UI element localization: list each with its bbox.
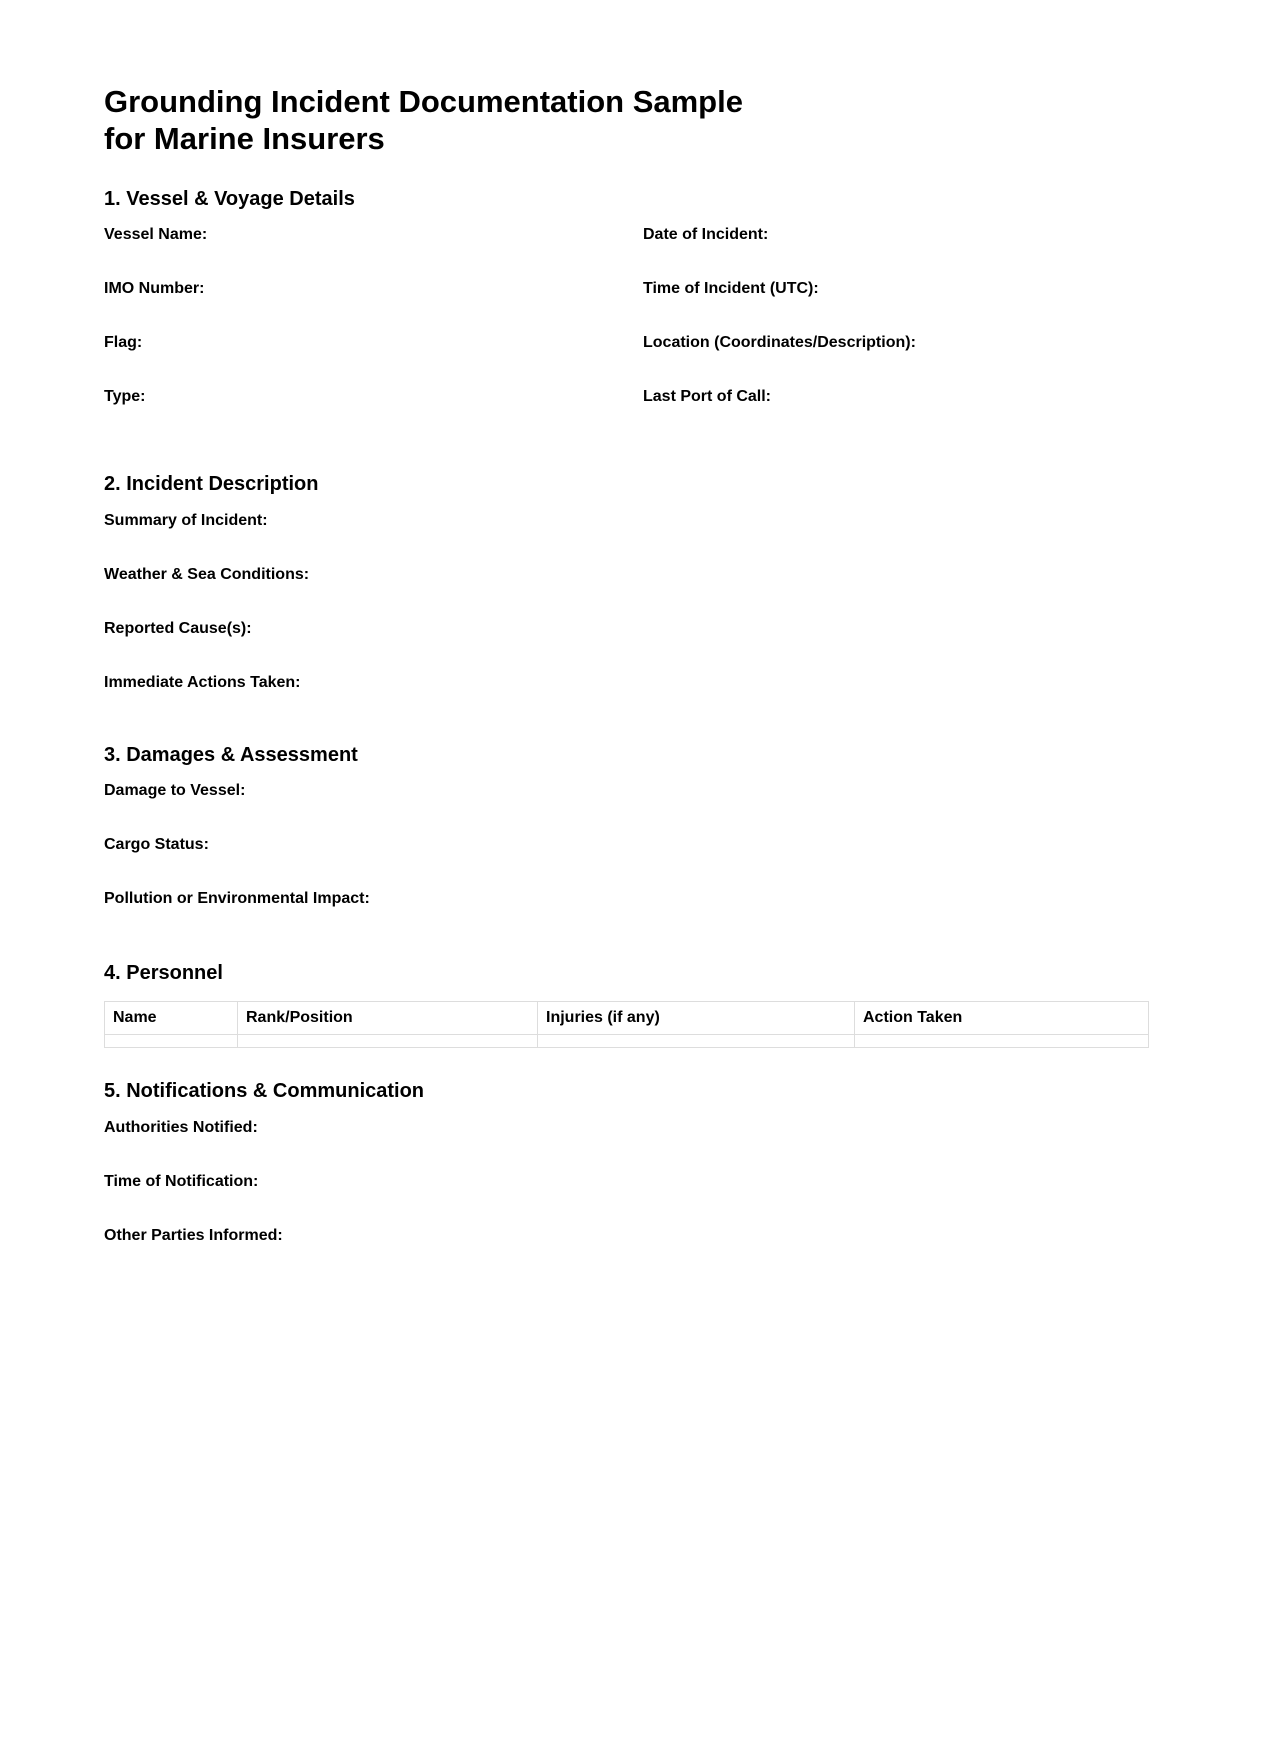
section-heading: 4. Personnel — [104, 962, 223, 984]
right-column — [643, 225, 1149, 441]
field-time-of-notification: Time of Notification: — [104, 1173, 259, 1190]
field-summary: Summary of Incident: — [104, 512, 268, 529]
field-pollution: Pollution or Environmental Impact: — [104, 890, 370, 907]
column-header-rank: Rank/Position — [238, 1002, 538, 1035]
personnel-table — [104, 1001, 1149, 1048]
field-immediate-actions: Immediate Actions Taken: — [104, 674, 301, 691]
section-heading: 2. Incident Description — [104, 473, 319, 495]
field-imo-number: IMO Number: — [104, 280, 205, 297]
field-type: Type: — [104, 388, 146, 405]
section-heading: 3. Damages & Assessment — [104, 744, 358, 766]
title-line-2: for Marine Insurers — [104, 121, 385, 156]
section-heading: 5. Notifications & Communication — [104, 1080, 425, 1102]
field-other-parties: Other Parties Informed: — [104, 1227, 283, 1244]
section-heading: 1. Vessel & Voyage Details — [104, 188, 355, 210]
section-personnel — [104, 961, 1149, 1048]
section-incident-description — [104, 472, 1149, 727]
field-authorities-notified: Authorities Notified: — [104, 1119, 258, 1136]
section-damages — [104, 743, 1149, 943]
field-causes: Reported Cause(s): — [104, 620, 252, 637]
table-row — [105, 1035, 1149, 1048]
left-column — [104, 225, 643, 441]
field-last-port: Last Port of Call: — [643, 388, 772, 405]
column-header-action: Action Taken — [855, 1002, 1149, 1035]
document — [104, 83, 1149, 1280]
field-location: Location (Coordinates/Description): — [643, 334, 916, 351]
table-cell[interactable] — [538, 1035, 855, 1048]
field-date-of-incident: Date of Incident: — [643, 226, 769, 243]
column-header-name: Name — [105, 1002, 238, 1035]
section-notifications — [104, 1079, 1149, 1280]
field-weather: Weather & Sea Conditions: — [104, 566, 310, 583]
table-cell[interactable] — [105, 1035, 238, 1048]
field-time-of-incident: Time of Incident (UTC): — [643, 280, 819, 297]
field-flag: Flag: — [104, 334, 143, 351]
page-title — [104, 83, 804, 157]
column-header-injuries: Injuries (if any) — [538, 1002, 855, 1035]
field-cargo-status: Cargo Status: — [104, 836, 209, 853]
table-cell[interactable] — [855, 1035, 1149, 1048]
section-vessel-voyage — [104, 187, 1149, 441]
field-damage-to-vessel: Damage to Vessel: — [104, 782, 246, 799]
table-cell[interactable] — [238, 1035, 538, 1048]
table-header-row — [105, 1002, 1149, 1035]
title-line-1: Grounding Incident Documentation Sample — [104, 84, 743, 119]
field-vessel-name: Vessel Name: — [104, 226, 208, 243]
